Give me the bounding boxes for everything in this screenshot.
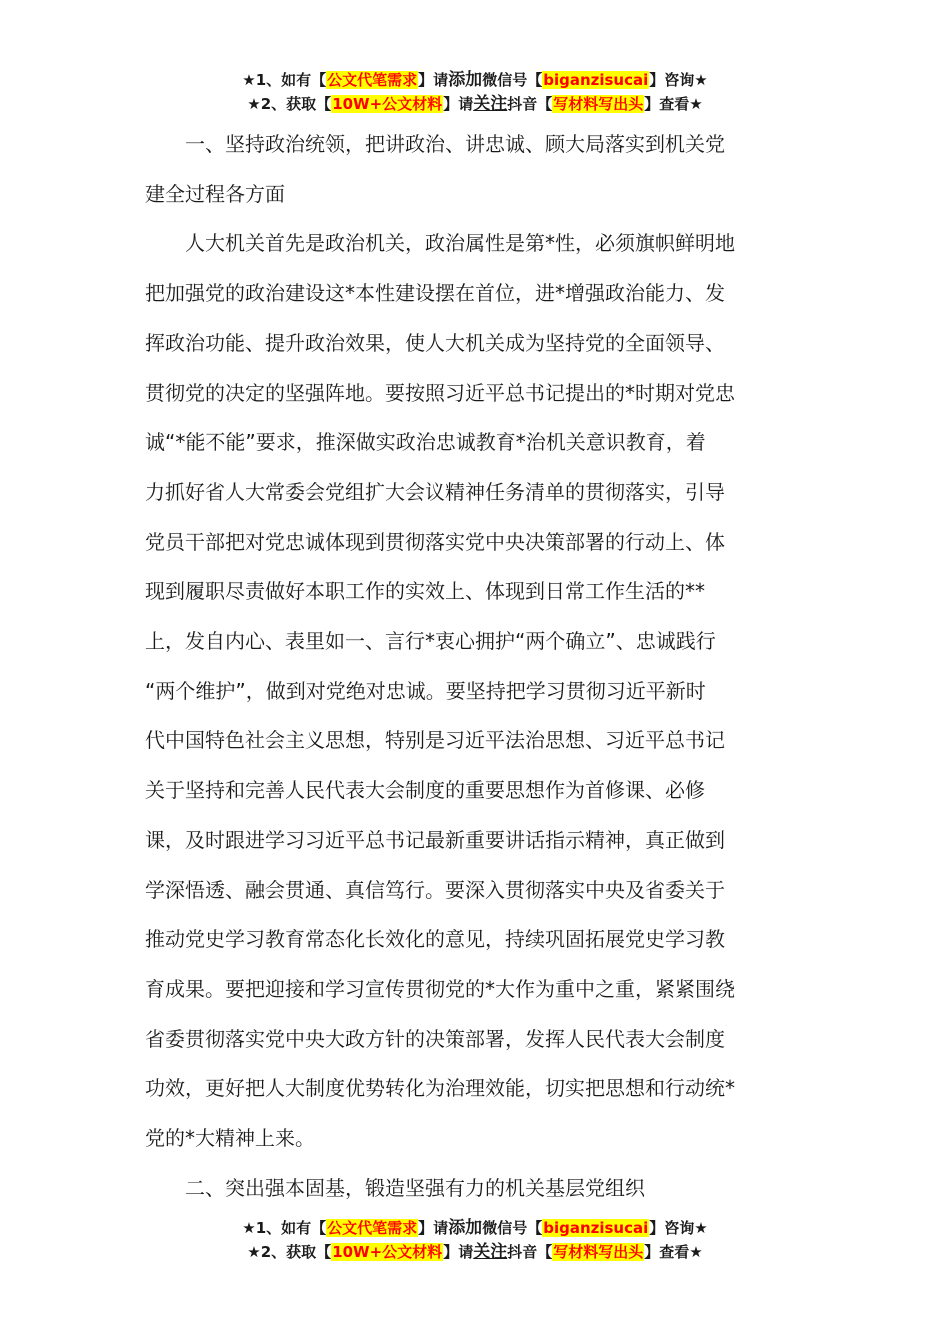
promo-highlight: 10W+公文材料 bbox=[332, 95, 443, 113]
promo-text: 微信号【 bbox=[482, 71, 543, 89]
promo-footer bbox=[0, 1216, 950, 1264]
promo-highlight: 10W+公文材料 bbox=[332, 1243, 443, 1261]
promo-text: 】请 bbox=[443, 95, 474, 113]
promo-text: ★2、获取【 bbox=[247, 95, 332, 113]
promo-text: 抖音【 bbox=[507, 1243, 553, 1261]
promo-line-1 bbox=[0, 1216, 950, 1240]
promo-emphasis: 关注 bbox=[473, 1242, 508, 1262]
promo-text: 】请 bbox=[418, 71, 449, 89]
promo-text: 】请 bbox=[418, 1219, 449, 1237]
promo-text: 】咨询★ bbox=[649, 1219, 708, 1237]
document-body bbox=[145, 120, 810, 1213]
promo-text: 】查看★ bbox=[644, 1243, 703, 1261]
promo-text: 】查看★ bbox=[644, 95, 703, 113]
promo-text: ★1、如有【 bbox=[242, 1219, 327, 1237]
promo-line-2 bbox=[0, 1240, 950, 1264]
promo-line-2 bbox=[0, 92, 950, 116]
section-heading-2: 二、突出强本固基，锻造坚强有力的机关基层党组织 bbox=[185, 1175, 645, 1200]
promo-highlight: 公文代笔需求 bbox=[327, 1219, 418, 1237]
promo-header bbox=[0, 68, 950, 116]
promo-highlight: biganzisucai bbox=[543, 71, 649, 89]
promo-highlight: 写材料写出头 bbox=[553, 1243, 644, 1261]
promo-text: ★1、如有【 bbox=[242, 71, 327, 89]
promo-emphasis: 关注 bbox=[473, 94, 508, 114]
promo-text: ★2、获取【 bbox=[247, 1243, 332, 1261]
promo-highlight: biganzisucai bbox=[543, 1219, 649, 1237]
promo-highlight: 写材料写出头 bbox=[553, 95, 644, 113]
promo-line-1 bbox=[0, 68, 950, 92]
promo-highlight: 公文代笔需求 bbox=[327, 71, 418, 89]
paragraph-1: 人大机关首先是政治机关，政治属性是第*性，必须旗帜鲜明地 把加强党的政治建设这*本性建设摆在首位，进*增强政治能力、发 挥政治功能、提升政治效果，使人大机关成为坚持党的全面领导、 贯彻党的决定的坚强阵地。要按照习近平总书记提出的*时期对党忠 诚“*能不能”要求，推深做实政治忠诚教育*治机关意识教育，着 力抓好省人大常委会党组扩大会议精神任务清单的贯彻落实，引导 党员干部把对党忠诚体现到贯彻落实党中央决策部署的行动上、体 现到履职尽责做好本职工作的实效上、体现到日常工作生活的** 上，发自内心、表里如一、言行*衷心拥护“两个确立”、忠诚践行 “两个维护”，做到对党绝对忠诚。要坚持把学习贯彻习近平新时 代中国特色社会主义思想，特别是习近平法治思想、习近平总书记 关于坚持和完善人民代表大会制度的重要思想作为首修课、必修 课，及时跟进学习习近平总书记最新重要讲话指示精神，真正做到 学深悟透、融会贯通、真信笃行。要深入贯彻落实中央及省委关于 推动党史学习教育常态化长效化的意见，持续巩固拓展党史学习教 育成果。要把迎接和学习宣传贯彻党的*大作为重中之重，紧紧围绕 省委贯彻落实党中央大政方针的决策部署，发挥人民代表大会制度 功效，更好把人大制度优势转化为治理效能，切实把思想和行动统* 党的*大精神上来。 bbox=[145, 231, 735, 1151]
promo-text: 】咨询★ bbox=[649, 71, 708, 89]
promo-text: 抖音【 bbox=[507, 95, 553, 113]
section-heading-1: 一、坚持政治统领，把讲政治、讲忠诚、顾大局落实到机关党 建全过程各方面 bbox=[145, 132, 725, 206]
promo-emphasis: 添加 bbox=[448, 1218, 483, 1238]
promo-emphasis: 添加 bbox=[448, 70, 483, 90]
promo-text: 】请 bbox=[443, 1243, 474, 1261]
promo-text: 微信号【 bbox=[482, 1219, 543, 1237]
